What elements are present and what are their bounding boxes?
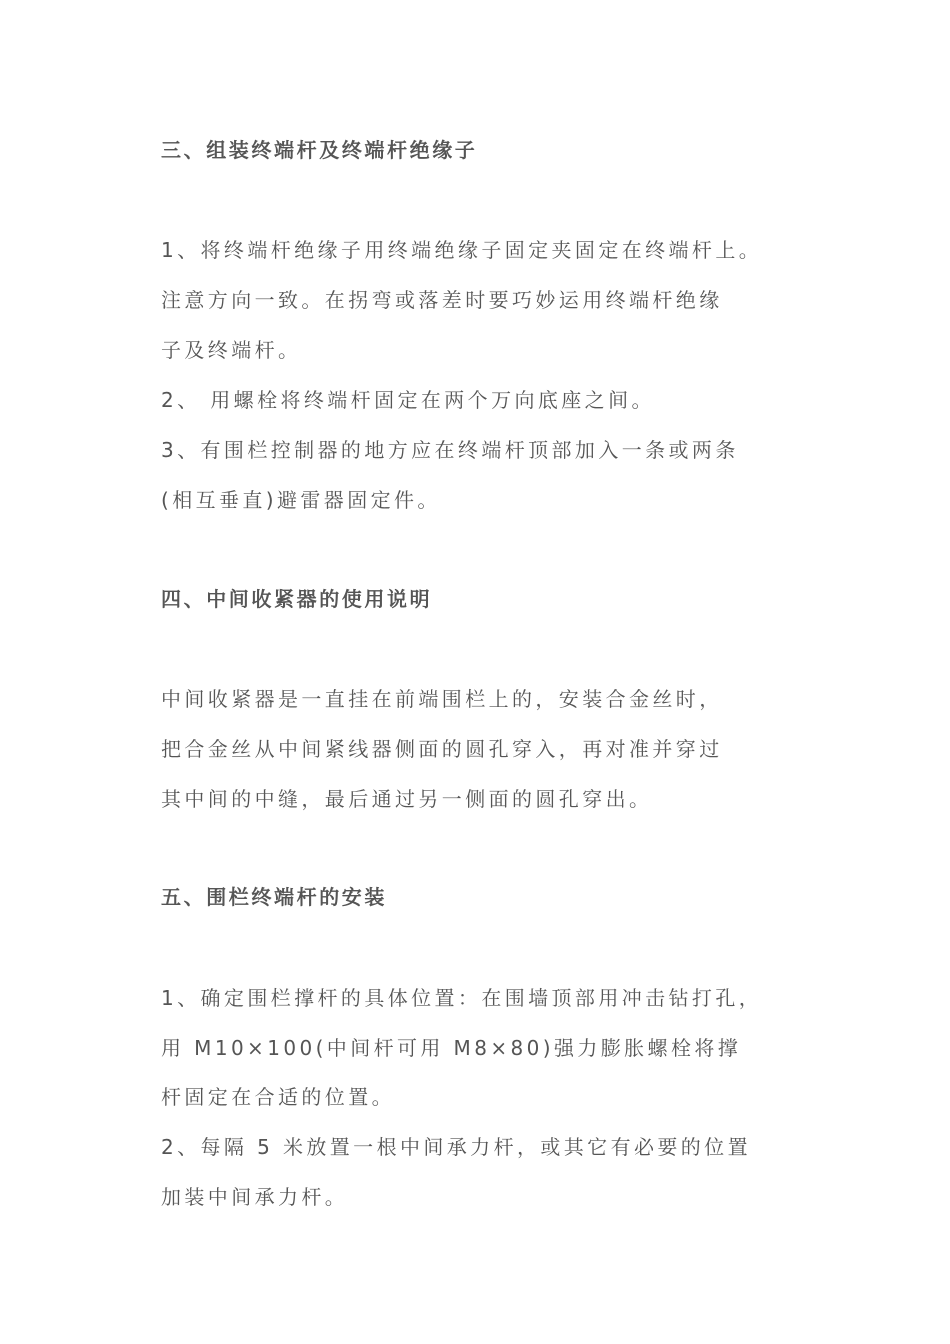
section-3-line-6: (相互垂直)避雷器固定件。 [161,488,441,512]
section-5-heading: 五、围栏终端杆的安装 [161,885,387,909]
section-4-line-3: 其中间的中缝，最后通过另一侧面的圆孔穿出。 [161,787,653,811]
section-4-line-1: 中间收紧器是一直挂在前端围栏上的，安装合金丝时， [161,687,723,711]
section-3-line-2: 注意方向一致。在拐弯或落差时要巧妙运用终端杆绝缘 [161,288,723,312]
section-4-line-2: 把合金丝从中间紧线器侧面的圆孔穿入，再对准并穿过 [161,737,723,761]
section-5-line-3: 杆固定在合适的位置。 [161,1085,395,1109]
section-3-heading: 三、组装终端杆及终端杆绝缘子 [161,138,478,162]
section-5-line-1: 1、确定围栏撑杆的具体位置：在围墙顶部用冲击钻打孔， [161,986,763,1010]
section-5-line-4: 2、每隔 5 米放置一根中间承力杆，或其它有必要的位置 [161,1135,751,1159]
section-5-line-5: 加装中间承力杆。 [161,1185,349,1209]
section-3-line-5: 3、有围栏控制器的地方应在终端杆顶部加入一条或两条 [161,438,739,462]
section-4-heading: 四、中间收紧器的使用说明 [161,587,433,611]
section-3-line-3: 子及终端杆。 [161,338,302,362]
section-5-line-2: 用 M10×100(中间杆可用 M8×80)强力膨胀螺栓将撑 [161,1036,742,1060]
section-3-line-1: 1、将终端杆绝缘子用终端绝缘子固定夹固定在终端杆上。 [161,238,763,262]
section-3-line-4: 2、 用螺栓将终端杆固定在两个万向底座之间。 [161,388,655,412]
